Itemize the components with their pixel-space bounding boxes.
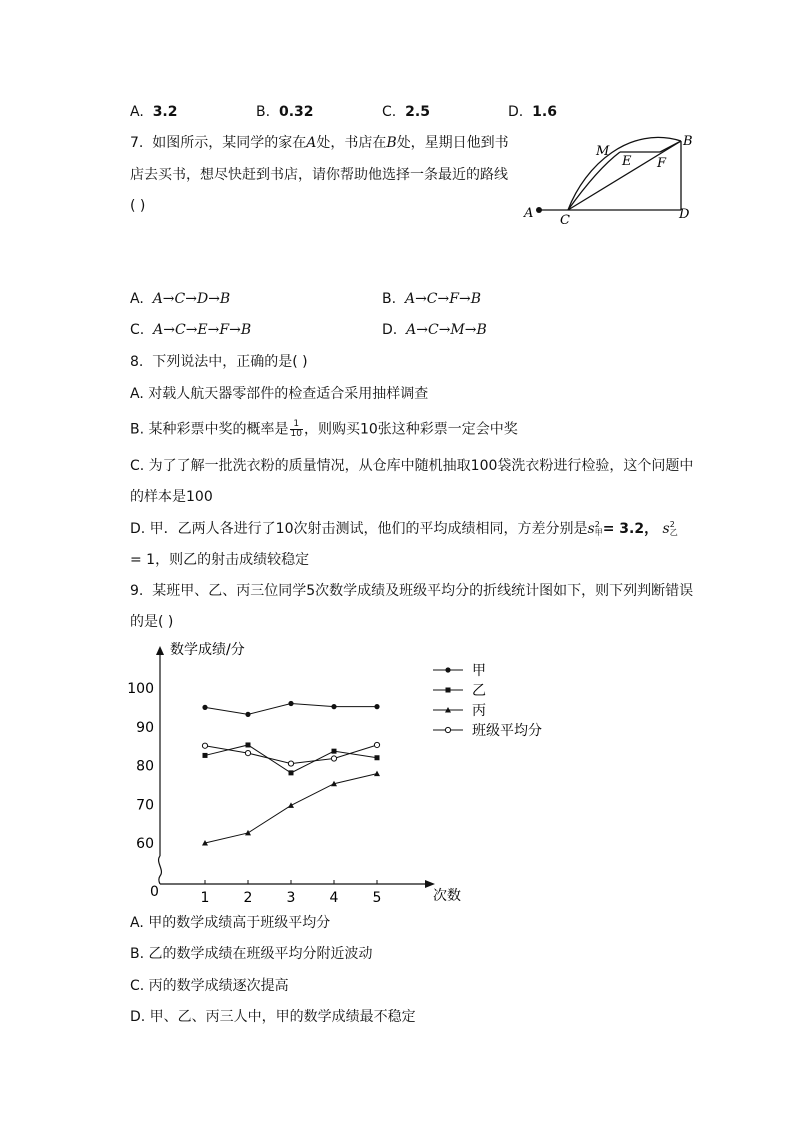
score-line-chart	[120, 638, 580, 913]
data-point	[375, 755, 380, 760]
data-point	[245, 712, 250, 717]
x-tick-label: 5	[372, 890, 382, 906]
series-1	[202, 701, 379, 717]
data-point	[288, 701, 293, 706]
x-tick-label: 3	[286, 890, 296, 906]
data-point	[245, 751, 250, 756]
data-point	[331, 756, 336, 761]
q6-option-b: B. 0.32	[256, 104, 314, 120]
legend-item	[433, 723, 542, 739]
q7-option-c: C. A→C→E→F→B	[130, 322, 252, 338]
probability-fraction: $\frac{1}{10}$	[290, 419, 302, 439]
q8-stem: 8. 下列说法中，正确的是( )	[130, 354, 308, 370]
q7-answer-paren: ( )	[130, 198, 146, 214]
x-tick-label: 4	[329, 890, 339, 906]
point-a-dot	[536, 207, 542, 213]
q7-option-a: A. A→C→D→B	[130, 291, 231, 307]
q9-stem-line1: 9. 某班甲、乙、丙三位同学5次数学成绩及班级平均分的折线统计图如下，则下列判断错误	[130, 583, 694, 599]
data-point	[288, 761, 293, 766]
data-point	[374, 771, 380, 777]
x-tick-label: 2	[243, 890, 253, 906]
series-line	[205, 774, 377, 843]
y-axis-label: 数学成绩/分	[170, 642, 245, 658]
legend-marker	[446, 688, 451, 693]
label-d: D	[679, 207, 690, 222]
label-m: M	[596, 144, 610, 159]
q9-option-c: C. 丙的数学成绩逐次提高	[130, 978, 289, 994]
legend-item	[433, 703, 486, 719]
q9-option-b: B. 乙的数学成绩在班级平均分附近波动	[130, 946, 373, 962]
data-point	[374, 742, 379, 747]
data-point	[374, 704, 379, 709]
data-point	[202, 743, 207, 748]
legend-label: 乙	[472, 683, 486, 699]
label-c: C	[560, 213, 570, 228]
data-point	[332, 749, 337, 754]
data-point	[245, 830, 251, 836]
data-point	[289, 770, 294, 775]
q9-stem-line2: 的是( )	[130, 614, 174, 630]
series-2	[203, 742, 380, 775]
legend-marker	[445, 727, 450, 732]
q7-route-figure	[520, 130, 700, 230]
data-point	[246, 742, 251, 747]
segment-f-b	[660, 141, 681, 152]
q8-option-d-line2: = 1，则乙的射击成绩较稳定	[130, 552, 310, 568]
x-tick-label: 1	[200, 890, 210, 906]
label-f: F	[657, 156, 667, 171]
q6-option-d: D. 1.6	[508, 104, 557, 120]
q7-stem-line2: 店去买书，想尽快赶到书店，请你帮助他选择一条最近的路线	[130, 167, 508, 183]
q6-option-a: A. 3.2	[130, 104, 178, 120]
y-tick-label: 90	[136, 719, 154, 736]
y-tick-label: 70	[136, 797, 154, 814]
x-axis-label: 次数	[433, 888, 461, 904]
x-axis-arrow	[425, 880, 435, 888]
q8-option-b: B. 某种彩票中奖的概率是 $\frac{1}{10}$ ，则购买10张这种彩票一定会中奖	[130, 419, 518, 439]
data-point	[203, 753, 208, 758]
y-tick-label: 60	[136, 836, 154, 852]
y-tick-label: 80	[136, 758, 154, 775]
data-point	[288, 802, 294, 808]
q6-option-c: C. 2.5	[382, 104, 430, 120]
legend-label: 甲	[472, 663, 486, 679]
label-a: A	[524, 206, 534, 221]
q8-option-d-line1: D. 甲．乙两人各进行了10次射击测试，他们的平均成绩相同，方差分别是s 2 甲 = 3.2， s 2 乙	[130, 520, 678, 537]
legend-label: 丙	[472, 703, 486, 719]
legend-item	[433, 663, 486, 679]
origin-label: 0	[150, 884, 159, 900]
series-line	[205, 745, 377, 773]
q7-stem-line1: 7. 如图所示，某同学的家在A处，书店在B处，星期日他到书	[130, 135, 509, 151]
axis-break	[159, 856, 162, 884]
q8-option-c-line1: C. 为了了解一批洗衣粉的质量情况，从仓库中随机抽取100袋洗衣粉进行检验，这个问题中	[130, 458, 694, 474]
q8-option-c-line2: 的样本是100	[130, 489, 213, 505]
y-axis-arrow	[156, 646, 164, 655]
y-tick-label: 100	[127, 681, 154, 697]
q8-option-a: A. 对载人航天器零部件的检查适合采用抽样调查	[130, 386, 429, 402]
legend-item	[433, 683, 486, 699]
path-c-e	[568, 152, 620, 210]
q9-option-d: D. 甲、乙、丙三人中，甲的数学成绩最不稳定	[130, 1009, 416, 1025]
q9-option-a: A. 甲的数学成绩高于班级平均分	[130, 915, 331, 931]
q7-option-b: B. A→C→F→B	[382, 291, 481, 307]
legend-label: 班级平均分	[472, 723, 542, 739]
series-3	[202, 771, 380, 846]
label-e: E	[622, 154, 632, 169]
data-point	[331, 704, 336, 709]
label-b: B	[683, 134, 693, 149]
legend-marker	[445, 667, 450, 672]
data-point	[202, 705, 207, 710]
q7-option-d: D. A→C→M→B	[382, 322, 487, 338]
